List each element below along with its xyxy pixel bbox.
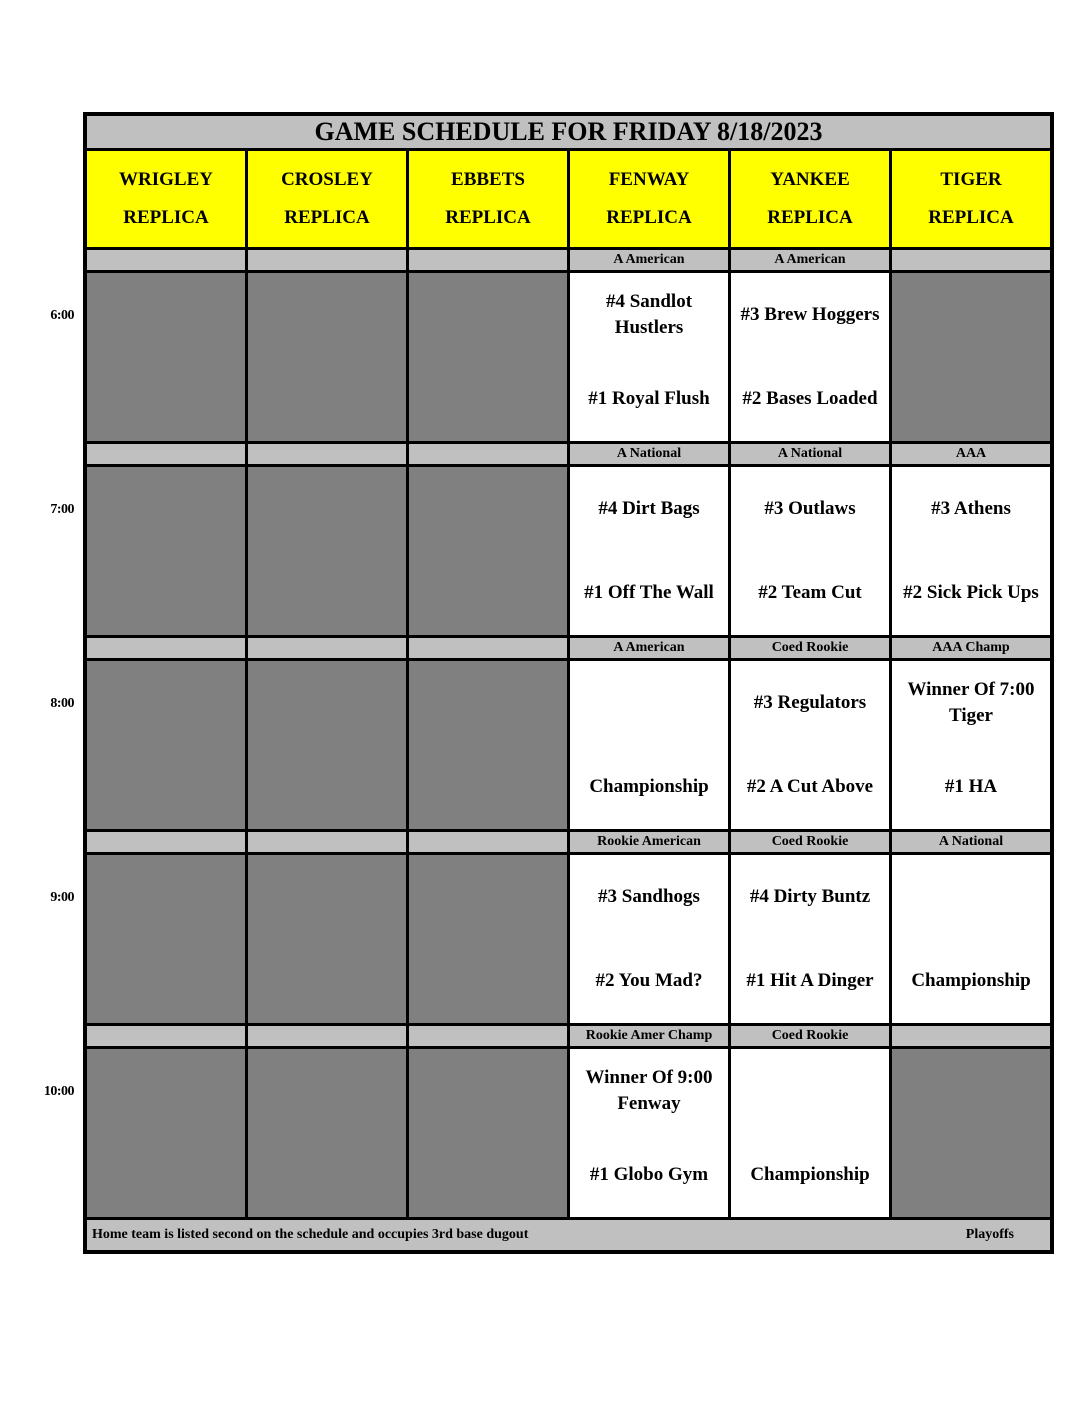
game-cell-8pm-fenway xyxy=(570,661,728,829)
away-team xyxy=(731,1049,889,1133)
empty-game-cell-9pm-crosley xyxy=(248,855,406,1023)
league-cell-8pm-crosley xyxy=(248,638,406,658)
away-team: #3 Outlaws xyxy=(764,498,856,520)
league-cell-8pm-wrigley xyxy=(87,638,245,658)
time-label-10pm: 10:00 xyxy=(43,1084,74,1099)
league-cell-7pm-yankee: A National xyxy=(731,444,889,464)
league-cell-10pm-fenway: Rookie Amer Champ xyxy=(570,1026,728,1046)
home-team: #1 Royal Flush xyxy=(588,388,710,410)
away-team: #4 Dirt Bags xyxy=(598,498,700,520)
league-cell-8pm-tiger: AAA Champ xyxy=(892,638,1050,658)
league-cell-8pm-fenway: A American xyxy=(570,638,728,658)
away-team: Winner Of 7:00 Tiger xyxy=(907,679,1035,726)
league-cell-9pm-yankee: Coed Rookie xyxy=(731,832,889,852)
league-cell-7pm-tiger: AAA xyxy=(892,444,1050,464)
league-cell-6pm-tiger xyxy=(892,250,1050,270)
time-label-9pm: 9:00 xyxy=(50,890,74,905)
field-name: TIGER xyxy=(940,169,1002,190)
empty-game-cell-8pm-wrigley xyxy=(87,661,245,829)
away-team xyxy=(892,855,1050,939)
field-subname: REPLICA xyxy=(284,207,370,228)
league-cell-10pm-ebbets xyxy=(409,1026,567,1046)
home-team: Championship xyxy=(911,970,1031,992)
game-cell-6pm-yankee xyxy=(731,273,889,441)
field-name: EBBETS xyxy=(451,169,525,190)
league-cell-6pm-wrigley xyxy=(87,250,245,270)
away-team: Winner Of 9:00 Fenway xyxy=(585,1067,713,1114)
game-cell-10pm-yankee xyxy=(731,1049,889,1217)
game-cell-9pm-fenway xyxy=(570,855,728,1023)
game-cell-6pm-fenway xyxy=(570,273,728,441)
league-cell-8pm-ebbets xyxy=(409,638,567,658)
schedule-title: GAME SCHEDULE FOR FRIDAY 8/18/2023 xyxy=(87,116,1050,148)
game-cell-10pm-fenway xyxy=(570,1049,728,1217)
league-cell-9pm-tiger: A National xyxy=(892,832,1050,852)
game-cell-7pm-tiger xyxy=(892,467,1050,635)
away-team: #4 Sandlot Hustlers xyxy=(605,291,693,338)
league-cell-10pm-wrigley xyxy=(87,1026,245,1046)
league-cell-8pm-yankee: Coed Rookie xyxy=(731,638,889,658)
field-name: FENWAY xyxy=(608,169,690,190)
league-cell-7pm-fenway: A National xyxy=(570,444,728,464)
footer-bar xyxy=(87,1220,1050,1250)
game-cell-9pm-yankee xyxy=(731,855,889,1023)
league-cell-7pm-crosley xyxy=(248,444,406,464)
away-team: #3 Athens xyxy=(931,498,1011,520)
playoffs-label: Playoffs xyxy=(965,1227,1014,1242)
home-team: #1 Off The Wall xyxy=(584,582,714,604)
field-subname: REPLICA xyxy=(767,207,853,228)
time-label-6pm: 6:00 xyxy=(50,308,74,323)
home-team: #2 You Mad? xyxy=(595,970,703,992)
home-team: Championship xyxy=(750,1164,870,1186)
away-team: #3 Sandhogs xyxy=(598,886,700,908)
game-cell-8pm-tiger xyxy=(892,661,1050,829)
field-name: YANKEE xyxy=(770,169,850,190)
league-cell-9pm-wrigley xyxy=(87,832,245,852)
home-team: #1 Hit A Dinger xyxy=(746,970,874,992)
time-label-8pm: 8:00 xyxy=(50,696,74,711)
league-cell-9pm-crosley xyxy=(248,832,406,852)
time-label-7pm: 7:00 xyxy=(50,502,74,517)
home-team: #1 Globo Gym xyxy=(589,1164,709,1186)
empty-game-cell-9pm-ebbets xyxy=(409,855,567,1023)
game-cell-9pm-tiger xyxy=(892,855,1050,1023)
empty-game-cell-7pm-crosley xyxy=(248,467,406,635)
empty-game-cell-6pm-wrigley xyxy=(87,273,245,441)
field-subname: REPLICA xyxy=(445,207,531,228)
league-cell-6pm-ebbets xyxy=(409,250,567,270)
empty-game-cell-6pm-tiger xyxy=(892,273,1050,441)
league-cell-10pm-yankee: Coed Rookie xyxy=(731,1026,889,1046)
away-team xyxy=(570,661,728,745)
field-header-ebbets xyxy=(409,151,567,247)
field-header-tiger xyxy=(892,151,1050,247)
field-header-wrigley xyxy=(87,151,245,247)
league-cell-7pm-ebbets xyxy=(409,444,567,464)
empty-game-cell-6pm-crosley xyxy=(248,273,406,441)
away-team: #4 Dirty Buntz xyxy=(749,886,871,908)
home-team-note: Home team is listed second on the schedule and occupies 3rd base dugout xyxy=(92,1227,529,1242)
empty-game-cell-10pm-tiger xyxy=(892,1049,1050,1217)
field-subname: REPLICA xyxy=(123,207,209,228)
home-team: #2 Sick Pick Ups xyxy=(903,582,1039,604)
league-cell-6pm-yankee: A American xyxy=(731,250,889,270)
league-cell-7pm-wrigley xyxy=(87,444,245,464)
field-header-yankee xyxy=(731,151,889,247)
game-cell-8pm-yankee xyxy=(731,661,889,829)
home-team: #2 Team Cut xyxy=(758,582,862,604)
empty-game-cell-6pm-ebbets xyxy=(409,273,567,441)
league-cell-10pm-tiger xyxy=(892,1026,1050,1046)
field-name: CROSLEY xyxy=(281,169,373,190)
field-name: WRIGLEY xyxy=(119,169,213,190)
empty-game-cell-7pm-wrigley xyxy=(87,467,245,635)
league-cell-9pm-ebbets xyxy=(409,832,567,852)
field-header-fenway xyxy=(570,151,728,247)
league-cell-6pm-crosley xyxy=(248,250,406,270)
home-team: #1 HA xyxy=(944,776,998,798)
empty-game-cell-8pm-crosley xyxy=(248,661,406,829)
field-header-crosley xyxy=(248,151,406,247)
game-cell-7pm-yankee xyxy=(731,467,889,635)
empty-game-cell-7pm-ebbets xyxy=(409,467,567,635)
empty-game-cell-10pm-crosley xyxy=(248,1049,406,1217)
league-cell-9pm-fenway: Rookie American xyxy=(570,832,728,852)
home-team: #2 A Cut Above xyxy=(746,776,874,798)
field-subname: REPLICA xyxy=(928,207,1014,228)
home-team: #2 Bases Loaded xyxy=(742,388,878,410)
away-team: #3 Brew Hoggers xyxy=(740,304,880,326)
league-cell-10pm-crosley xyxy=(248,1026,406,1046)
schedule-table xyxy=(83,112,1054,1254)
league-cell-6pm-fenway: A American xyxy=(570,250,728,270)
game-cell-7pm-fenway xyxy=(570,467,728,635)
empty-game-cell-10pm-wrigley xyxy=(87,1049,245,1217)
empty-game-cell-9pm-wrigley xyxy=(87,855,245,1023)
away-team: #3 Regulators xyxy=(753,692,867,714)
empty-game-cell-10pm-ebbets xyxy=(409,1049,567,1217)
field-subname: REPLICA xyxy=(606,207,692,228)
empty-game-cell-8pm-ebbets xyxy=(409,661,567,829)
home-team: Championship xyxy=(589,776,709,798)
